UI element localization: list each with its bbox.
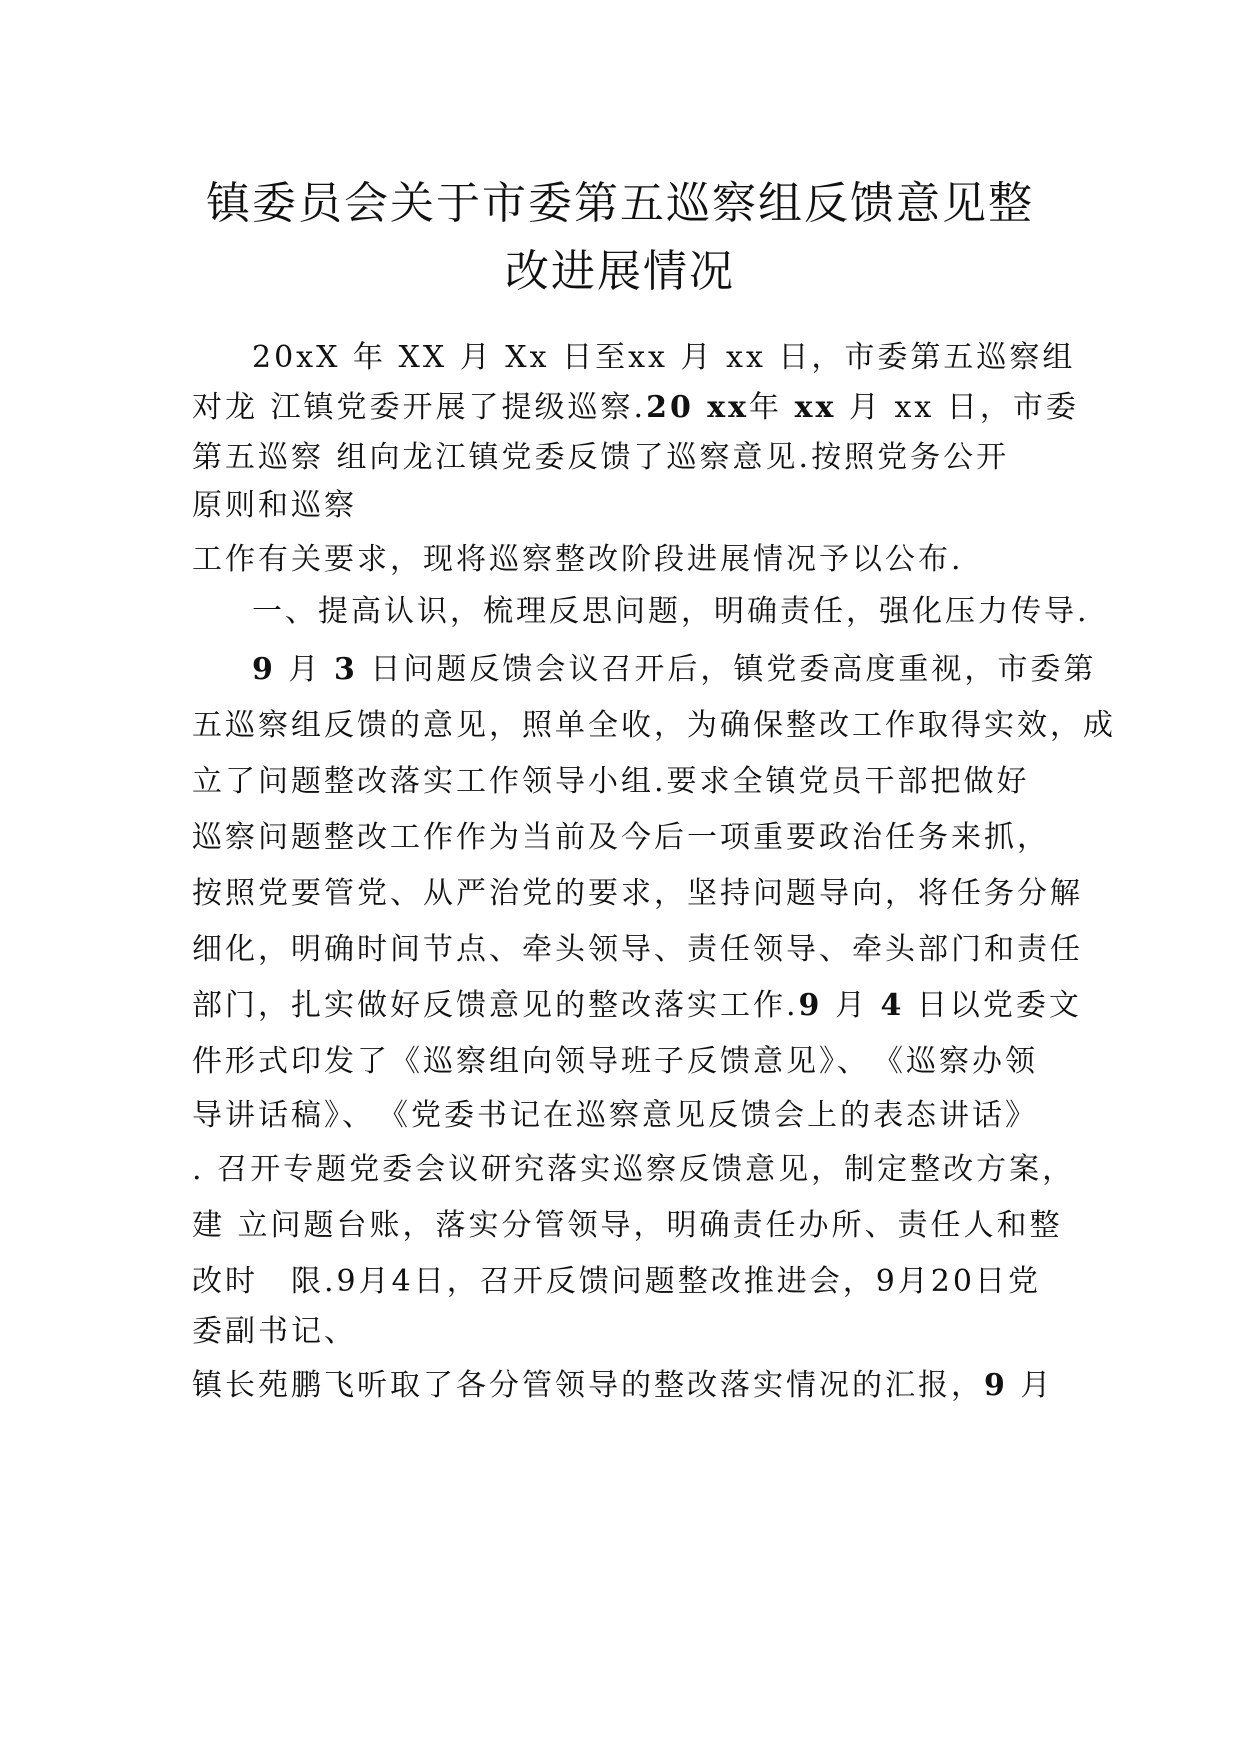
paragraph-line: 镇长苑鹏飞听取了各分管领导的整改落实情况的汇报，9 月 [192,1368,1054,1403]
paragraph-line: 20xX 年 XX 月 Xx 日至xx 月 xx 日，市委第五巡察组 [252,340,1076,375]
paragraph-line: 9 月 3 日问题反馈会议召开后，镇党委高度重视，市委第 [252,652,1097,687]
paragraph-line: . 召开专题党委会议研究落实巡察反馈意见，制定整改方案， [192,1152,1076,1187]
paragraph-line: 件形式印发了《巡察组向领导班子反馈意见》、 《巡察办领 [192,1044,1038,1079]
paragraph-line: 改时 限.9月4日，召开反馈问题整改推进会，9月20日党 [192,1264,1041,1299]
section-heading: 一、提高认识，梳理反思问题，明确责任，强化压力传导. [252,594,1090,629]
paragraph-line: 对龙 江镇党委开展了提级巡察.20 xx年 xx 月 xx 日，市委 [192,390,1079,425]
paragraph-line: 按照党要管党、从严治党的要求，坚持问题导向，将任务分解 [192,876,1083,911]
paragraph-line: 部门，扎实做好反馈意见的整改落实工作.9 月 4 日以党委文 [192,988,1082,1023]
paragraph-line: 立了问题整改落实工作领导小组.要求全镇党员干部把做好 [192,764,1030,799]
paragraph-line: 建 立问题台账，落实分管领导，明确责任办所、责任人和整 [192,1208,1063,1243]
document-title-line-2: 改进展情况 [505,246,735,297]
paragraph-line: 委副书记、 [192,1314,357,1349]
document-title-line-1: 镇委员会关于市委第五巡察组反馈意见整 [206,178,1034,229]
paragraph-line: 导讲话稿》、 《党委书记在巡察意见反馈会上的表态讲话》 [192,1098,1038,1133]
paragraph-line: 五巡察组反馈的意见，照单全收，为确保整改工作取得实效，成 [192,708,1116,743]
paragraph-line: 工作有关要求，现将巡察整改阶段进展情况予以公布. [192,542,964,577]
paragraph-line: 巡察问题整改工作作为当前及今后一项重要政治任务来抓， [192,820,1050,855]
paragraph-line: 第五巡察 组向龙江镇党委反馈了巡察意见.按照党务公开 [192,440,1010,475]
paragraph-line: 细化，明确时间节点、牵头领导、责任领导、牵头部门和责任 [192,932,1083,967]
paragraph-line: 原则和巡察 [192,488,357,523]
